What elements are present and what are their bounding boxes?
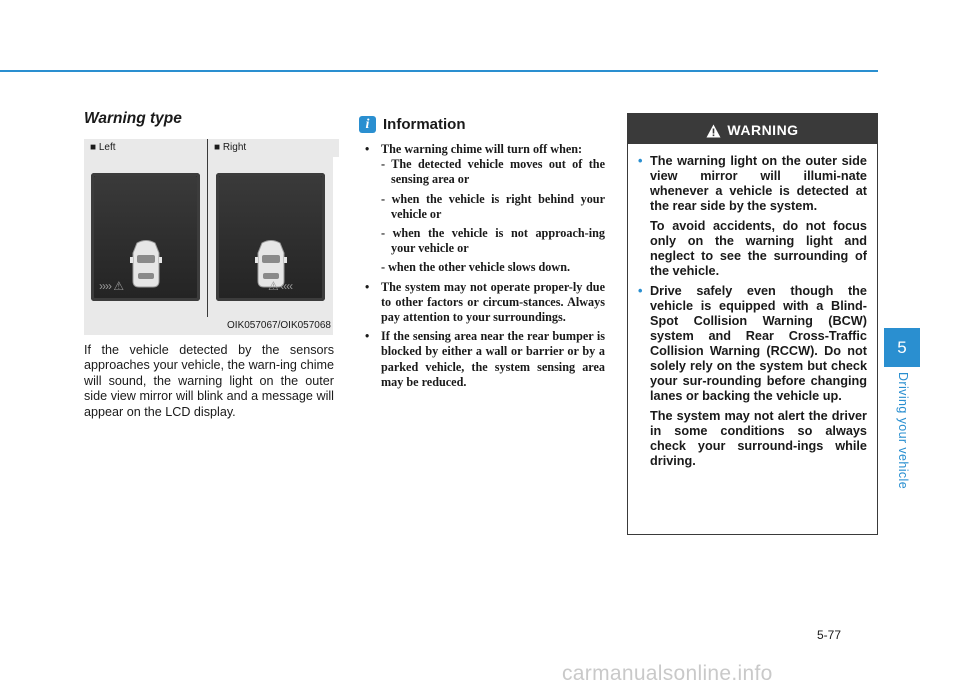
figure-label-right: ■ Right xyxy=(208,139,339,157)
lcd-figure xyxy=(84,139,333,335)
info-sub-item: - when the other vehicle slows down. xyxy=(381,260,571,275)
info-bullet xyxy=(365,142,605,276)
info-bullet: • The system may not operate proper-ly due to other factors or circum-stances. Always pay attention to your surroundings. xyxy=(365,280,605,326)
left-indicator-icon: ›››› ⚠ xyxy=(99,279,124,293)
chapter-tab: 5 xyxy=(884,328,920,367)
header-rule xyxy=(0,70,878,72)
warning-header xyxy=(628,114,877,144)
lcd-screen-left xyxy=(91,173,200,301)
chapter-label xyxy=(891,372,915,502)
info-body xyxy=(365,142,605,394)
watermark: carmanualsonline.info xyxy=(562,662,773,685)
info-bullet-text: The warning chime will turn off when: xyxy=(381,142,583,156)
body-paragraph: If the vehicle detected by the sensors approaches your vehicle, the warn-ing chime will sound, the warning light on the outer side view mirror will blink and a message will appear on the LCD display. xyxy=(84,343,334,419)
warning-title: WARNING xyxy=(727,122,799,138)
warning-triangle-icon xyxy=(706,124,721,138)
warning-box xyxy=(627,113,878,535)
chapter-title: Driving your vehicle xyxy=(896,372,910,490)
section-title: Warning type xyxy=(84,110,182,127)
figure-code: OIK057067/OIK057068 xyxy=(227,320,331,331)
info-icon: i xyxy=(359,116,376,133)
figure-label-left: ■ Left xyxy=(84,139,170,157)
warning-item-continued: The system may not alert the driver in some conditions so always check your surround-ings while driving. xyxy=(650,409,867,468)
warning-item-continued: To avoid accidents, do not focus only on the warning light and neglect to see the surrounding of the vehicle. xyxy=(650,219,867,278)
warning-body xyxy=(628,144,877,469)
page-number: 5-77 xyxy=(817,628,842,642)
info-sublist xyxy=(381,157,605,275)
info-sub-item: - when the vehicle is not approach-ing your vehicle or xyxy=(381,226,605,256)
info-title: Information xyxy=(383,116,466,133)
info-sub-item: - The detected vehicle moves out of the sensing area or xyxy=(381,157,605,187)
lcd-screen-right xyxy=(216,173,325,301)
warning-item: • The warning light on the outer side view mirror will illumi-nate whenever a vehicle is detected at the rear side by the system. xyxy=(638,154,867,214)
right-indicator-icon: ⚠ ‹‹‹‹ xyxy=(268,279,293,293)
info-bullet: • If the sensing area near the rear bumper is blocked by either a wall or barrier or by a parked vehicle, the system sensing area may be reduced. xyxy=(365,329,605,390)
warning-item: • Drive safely even though the vehicle is equipped with a Blind-Spot Collision Warning (BCW) system and Rear Cross-Traffic Collision Warning (RCCW). Do not solely rely on the system but check your sur-rounding before changing lanes or backing the vehicle up. xyxy=(638,284,867,404)
figure-divider xyxy=(207,139,208,317)
info-sub-item: - when the vehicle is right behind your vehicle or xyxy=(381,191,605,221)
